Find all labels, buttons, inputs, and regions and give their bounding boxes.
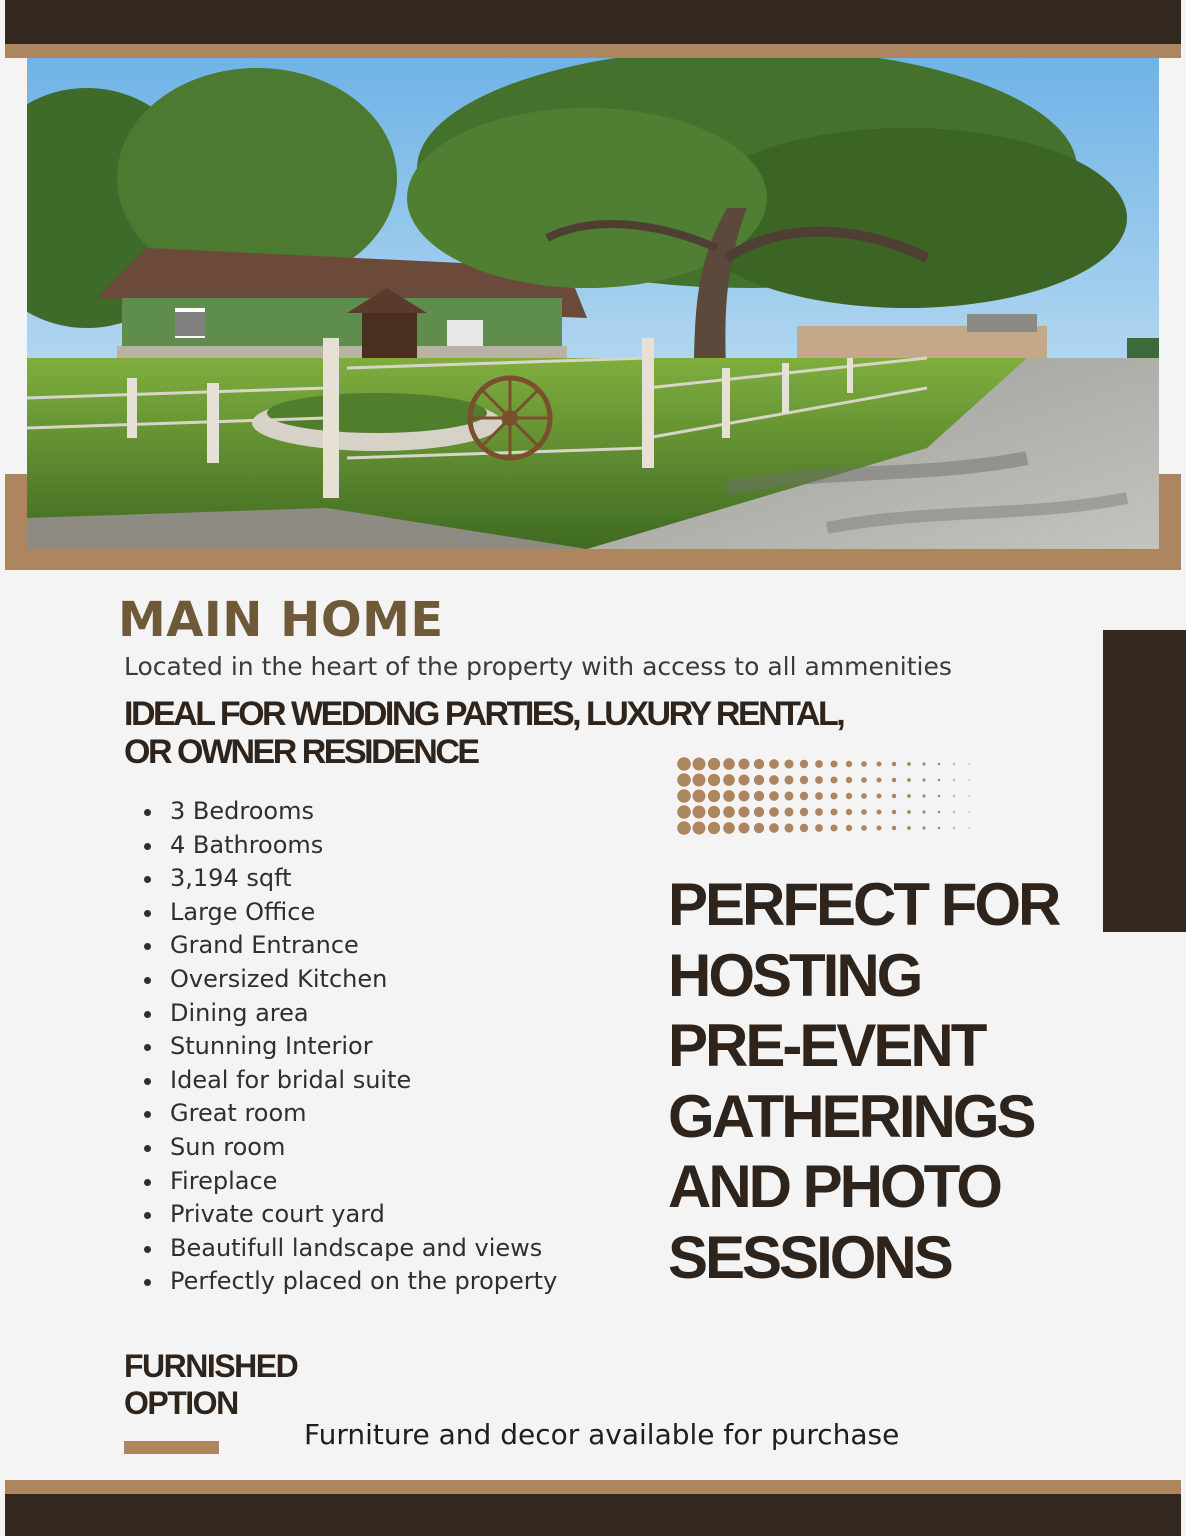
- halftone-dot: [677, 773, 691, 787]
- halftone-dot: [907, 778, 911, 782]
- halftone-dot: [846, 793, 852, 799]
- halftone-dot: [861, 793, 867, 799]
- bullet-icon: [144, 1078, 151, 1085]
- halftone-dot: [861, 761, 867, 767]
- halftone-dot: [907, 826, 911, 830]
- halftone-dot: [892, 810, 896, 814]
- halftone-dot: [968, 763, 969, 764]
- halftone-dot: [922, 762, 925, 765]
- halftone-dot: [953, 779, 955, 781]
- bullet-icon: [144, 1179, 151, 1186]
- bullet-icon: [144, 1279, 151, 1286]
- bullet-icon: [144, 876, 151, 883]
- halftone-dot: [968, 811, 969, 812]
- halftone-dot: [876, 793, 881, 798]
- bullet-icon: [144, 943, 151, 950]
- halftone-dot: [677, 789, 691, 803]
- bullet-icon: [144, 809, 151, 816]
- halftone-dot: [739, 823, 750, 834]
- halftone-dot: [769, 791, 779, 801]
- list-item: Oversized Kitchen: [144, 963, 557, 997]
- halftone-dot: [953, 763, 955, 765]
- list-item: Large Office: [144, 896, 557, 930]
- halftone-dot: [800, 792, 808, 800]
- halftone-dot: [953, 811, 955, 813]
- halftone-dot: [861, 777, 867, 783]
- right-dark-accent-bar: [1103, 630, 1186, 932]
- halftone-dot: [922, 778, 925, 781]
- halftone-dot: [938, 763, 941, 766]
- halftone-dot: [754, 759, 764, 769]
- halftone-dot: [907, 794, 911, 798]
- halftone-dot: [892, 778, 896, 782]
- halftone-dot: [723, 774, 735, 786]
- halftone-dot: [800, 824, 808, 832]
- bullet-icon: [144, 1011, 151, 1018]
- halftone-dot: [846, 761, 852, 767]
- halftone-dot: [830, 776, 837, 783]
- halftone-dot: [739, 759, 750, 770]
- furniture-note: Furniture and decor available for purchase: [304, 1418, 900, 1451]
- halftone-dot: [754, 823, 764, 833]
- main-title: MAIN HOME: [118, 592, 444, 648]
- halftone-dot: [892, 762, 896, 766]
- ideal-heading-line-1: IDEAL FOR WEDDING PARTIES, LUXURY RENTAL,: [124, 695, 844, 733]
- perfect-line: PRE-EVENT: [668, 1012, 985, 1079]
- list-item: 4 Bathrooms: [144, 829, 557, 863]
- halftone-dot: [784, 823, 793, 832]
- halftone-dot: [769, 807, 779, 817]
- halftone-dot: [861, 809, 867, 815]
- halftone-dot: [723, 806, 735, 818]
- halftone-dot: [892, 794, 896, 798]
- bullet-icon: [144, 1246, 151, 1253]
- perfect-line: PERFECT FOR: [668, 871, 1059, 938]
- ranch-house-photo: [27, 58, 1159, 549]
- halftone-dot: [754, 791, 764, 801]
- perfect-line: SESSIONS: [668, 1223, 951, 1291]
- halftone-dot: [693, 758, 706, 771]
- furnished-line-2: OPTION: [124, 1385, 238, 1421]
- halftone-dot: [876, 825, 881, 830]
- halftone-dot: [815, 776, 823, 784]
- list-item: Private court yard: [144, 1198, 557, 1232]
- halftone-dot: [723, 758, 735, 770]
- photo-illustration: [27, 58, 1159, 549]
- halftone-dots-decoration: [672, 756, 972, 836]
- bullet-icon: [144, 910, 151, 917]
- halftone-dot: [800, 808, 808, 816]
- halftone-dot: [892, 826, 896, 830]
- halftone-dot: [815, 760, 823, 768]
- halftone-dot: [784, 759, 793, 768]
- list-item: Perfectly placed on the property: [144, 1265, 557, 1299]
- list-item: Fireplace: [144, 1165, 557, 1199]
- halftone-dot: [876, 809, 881, 814]
- halftone-dot: [784, 791, 793, 800]
- halftone-dot: [693, 790, 706, 803]
- furnished-line-1: FURNISHED: [124, 1348, 298, 1384]
- perfect-for-heading: [668, 870, 1098, 1293]
- list-item: Beautifull landscape and views: [144, 1232, 557, 1266]
- halftone-dot: [846, 809, 852, 815]
- halftone-dot: [677, 805, 691, 819]
- halftone-dot: [723, 822, 735, 834]
- list-item: Stunning Interior: [144, 1030, 557, 1064]
- halftone-dot: [739, 775, 750, 786]
- halftone-dot: [830, 824, 837, 831]
- halftone-dot: [968, 779, 969, 780]
- perfect-line: AND PHOTO: [668, 1153, 1000, 1220]
- perfect-line: HOSTING: [668, 941, 921, 1009]
- halftone-dot: [938, 827, 941, 830]
- halftone-dot: [693, 774, 706, 787]
- top-tan-band: [5, 44, 1181, 58]
- list-item: Ideal for bridal suite: [144, 1064, 557, 1098]
- halftone-dot: [739, 807, 750, 818]
- halftone-dot: [723, 790, 735, 802]
- halftone-dot: [907, 762, 911, 766]
- bullet-icon: [144, 1145, 151, 1152]
- halftone-dot: [784, 807, 793, 816]
- halftone-dot: [800, 760, 808, 768]
- halftone-dot: [922, 826, 925, 829]
- list-item: Great room: [144, 1097, 557, 1131]
- halftone-dot: [846, 825, 852, 831]
- halftone-dot: [693, 822, 706, 835]
- bullet-icon: [144, 1111, 151, 1118]
- halftone-dot: [739, 791, 750, 802]
- halftone-dot: [815, 792, 823, 800]
- halftone-dot: [708, 758, 720, 770]
- halftone-dot: [846, 777, 852, 783]
- photo-bottom-band: [5, 549, 1181, 570]
- furnished-accent-bar: [124, 1441, 219, 1454]
- halftone-dot: [938, 795, 941, 798]
- list-item: Dining area: [144, 997, 557, 1031]
- halftone-dot: [922, 810, 925, 813]
- halftone-dot: [968, 827, 969, 828]
- bullet-icon: [144, 1044, 151, 1051]
- halftone-dot: [769, 759, 779, 769]
- halftone-dot: [815, 808, 823, 816]
- list-item: 3,194 sqft: [144, 862, 557, 896]
- halftone-dot: [784, 775, 793, 784]
- halftone-dot: [968, 795, 969, 796]
- halftone-dot: [830, 808, 837, 815]
- halftone-dot: [708, 822, 720, 834]
- halftone-dot: [876, 761, 881, 766]
- bullet-icon: [144, 977, 151, 984]
- halftone-dot: [769, 823, 779, 833]
- list-item: 3 Bedrooms: [144, 795, 557, 829]
- halftone-dot: [769, 775, 779, 785]
- halftone-dot: [708, 790, 720, 802]
- halftone-dot: [800, 776, 808, 784]
- halftone-dot: [876, 777, 881, 782]
- halftone-dot: [938, 811, 941, 814]
- halftone-dot: [953, 827, 955, 829]
- halftone-dot: [708, 774, 720, 786]
- bottom-tan-band: [5, 1480, 1181, 1494]
- subtitle: Located in the heart of the property with access to all ammenities: [124, 652, 952, 681]
- bullet-icon: [144, 843, 151, 850]
- list-item: Sun room: [144, 1131, 557, 1165]
- halftone-dot: [953, 795, 955, 797]
- halftone-dot: [754, 807, 764, 817]
- halftone-dot: [677, 821, 691, 835]
- halftone-dot: [938, 779, 941, 782]
- halftone-dot: [693, 806, 706, 819]
- top-dark-band: [5, 0, 1181, 44]
- halftone-dot: [754, 775, 764, 785]
- features-list: [144, 795, 557, 1299]
- bottom-dark-band: [5, 1494, 1181, 1536]
- halftone-dot: [861, 825, 867, 831]
- halftone-dot: [830, 760, 837, 767]
- list-item: Grand Entrance: [144, 929, 557, 963]
- halftone-dot: [922, 794, 925, 797]
- halftone-dot: [677, 757, 691, 771]
- halftone-dot: [830, 792, 837, 799]
- halftone-dot: [907, 810, 911, 814]
- furnished-option-heading: [124, 1348, 297, 1422]
- bullet-icon: [144, 1212, 151, 1219]
- halftone-dot: [815, 824, 823, 832]
- perfect-line: GATHERINGS: [668, 1082, 1034, 1150]
- halftone-dot: [708, 806, 720, 818]
- ideal-heading-line-2: OR OWNER RESIDENCE: [124, 733, 478, 771]
